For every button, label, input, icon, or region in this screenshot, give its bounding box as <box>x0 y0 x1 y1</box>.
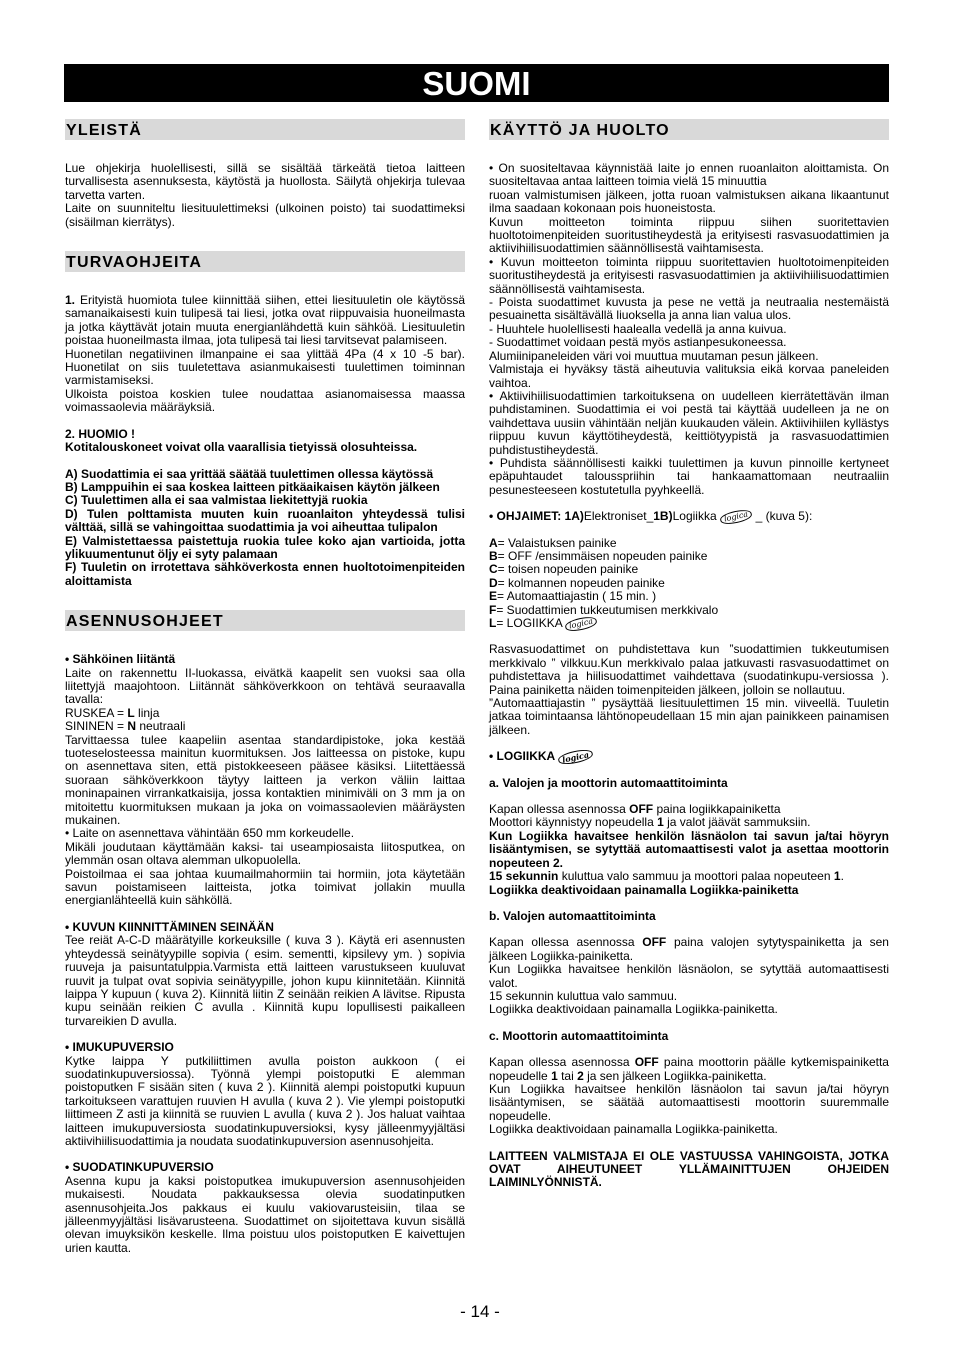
logica-logo-icon: logica <box>564 615 598 633</box>
paragraph: Logiikka deaktivoidaan painamalla Logiikka-painiketta <box>489 882 799 897</box>
subheading: b. Valojen automaattitoiminta <box>489 908 656 923</box>
paragraph: Asenna kupu ja kaksi poistoputkea imukupuversion asennusohjeiden mukaisesti. Noudata pakkauksessa olevia suodatinputken asennusohjeita.Jos pakkaus ei kuulu vakiovarusteisiin, tilaa se jälleenmyyjältäsi lisävarusteena. Suodattimet on sijoitettava kuvun sisällä olevan imuyksikön keskelle. Ilma poistuu ulos poistoputken E kaivettujen urien kautta. <box>65 1173 465 1255</box>
paragraph: • Laite on asennettava vähintään 650 mm korkeudelle. <box>65 826 355 841</box>
warning-item: E) Valmistettaessa paistettuja ruokia tulee koko ajan vartioida, jotta ylikuumentunut öljy ei syty palamaan <box>65 533 465 561</box>
paragraph: Tee reiät A-C-D määrätyille korkeuksille ( kuva 3 ). Käytä eri asennusten yhteydessä seinätyypille sopivia ( esim. sementti, kipsilevy ym. ) sopivia ruuveja ja paisuntatulppia.Varmista että laitteen varustukseen kuuluvat ruuvit ja tulpat ovat sopivia seinätyypille, johon kupu kiinnitetään. Kiinnitä laippa Y kupuun ( kuva 2). Kiinnitä liitin Z seinään reikien A lävitse. Ripusta kupu seinään reikien C avulla . Kiinnitä kupu lopullisesti paikalleen turvareikien D avulla. <box>65 933 465 1028</box>
paragraph: Kapan ollessa asennossa OFF paina valojen sytytyspainiketta ja sen jälkeen Logiikka-painiketta. <box>489 935 889 963</box>
section-heading-asennusohjeet: ASENNUSOHJEET <box>65 610 465 631</box>
paragraph-text: Erityistä huomiota tulee kiinnittää siihen, ettei liesituuletin ole käytössä samanaikaisesti kuin tulipesä tai liesi, jotka ovat riippuvaisia huoneilmasta ja jotka käyttävät jotain muuta energianlähdettä kuin sähköä. Liesituuletin poistaa huoneilmasta ilmaa, jota tulipesä tai liesi tarvitsevat palamiseen. <box>65 293 465 348</box>
paragraph: 15 sekunnin kuluttua valo sammuu ja moottori palaa nopeuteen 1. <box>489 869 844 884</box>
paragraph: - Poista suodattimet kuvusta ja pese ne vettä ja neutraalia nestemäistä pesuainetta sisältävällä liuoksella ja anna lian valua ulos. <box>489 295 889 323</box>
warning-item: C) Tuulettimen alla ei saa valmistaa liekitettyjä ruokia <box>65 493 368 508</box>
paragraph: - Suodattimet voidaan pestä myös astianpesukoneessa. <box>489 335 787 350</box>
subheading: • IMUKUPUVERSIO <box>65 1040 174 1055</box>
warning-item: F) Tuuletin on irrotettava sähköverkosta ennen huoltotoimenpiteiden aloittamista <box>65 560 465 588</box>
page-number: - 14 - <box>460 1302 500 1321</box>
paragraph: Rasvasuodattimet on puhdistettava kun ”suodattimien tukkeutumisen merkkivalo ” vilkkuu.Kun merkkivalo palaa jatkuvasti rasvasuodattimet on puhdistettava ja hiilisuodattimet vaihdettava (suodatinkupu-versiossa ). Paina painiketta näiden toimenpiteiden jälkeen, jolloin se nollautuu. <box>489 642 889 697</box>
paragraph: Logiikka deaktivoidaan painamalla Logiikka-painiketta. <box>489 1122 778 1137</box>
paragraph: Kytke laippa Y putkiliittimen avulla poiston aukkoon ( ei suodatinkupuversiossa). Työnnä ylempi poistoputki E alemman poistoputken F sisään siten ( kuva 2 ). Kiinnitä alempi poistoputki kupuun tarkoitukseen varattujen ruuvien H avulla ( kuva 2 ). Vie ylempi poistoputki liittimeen Z asti ja kiinnitä se ruuvien L avulla ( kuva 2 ). Jos haluat vaihtaa laitteen imukupuversiosta suodatinkupuversioksi, kysy jälleenmyyjältäsi aktiivihiilisuodattimia ja noudata suodatinkupuversion asennusohjeita. <box>65 1053 465 1148</box>
warning-item: A) Suodattimia ei saa yrittää säätää tuulettimen ollessa käytössä <box>65 466 434 481</box>
paragraph: • Puhdista säännöllisesti kaikki tuulettimen ja kuvun pinnoille kertyneet epäpuhtaudet talousspriihin tai hankaamattomaan neutraaliin pesunesteeseen kostutetulla pyyhkeellä. <box>489 455 889 497</box>
section-heading-turvaohjeita: TURVAOHJEITA <box>65 251 465 272</box>
paragraph: Logiikka deaktivoidaan painamalla Logiikka-painiketta. <box>489 1002 778 1017</box>
subheading: c. Moottorin automaattitoiminta <box>489 1028 669 1043</box>
logica-logo-icon: logica <box>557 748 594 767</box>
page-title: SUOMI <box>422 65 531 102</box>
key-item: E= Automaattiajastin ( 15 min. ) <box>489 589 657 604</box>
subheading: • KUVUN KIINNITTÄMINEN SEINÄÄN <box>65 919 274 934</box>
warning-title: 2. HUOMIO ! <box>65 426 136 441</box>
key-item: L= LOGIIKKA logica <box>489 617 889 630</box>
section-heading-yleista: YLEISTÄ <box>65 119 465 140</box>
paragraph: • Aktiivihiilisuodattimien tarkoituksena on uudelleen kierrätettävän ilman puhdistaminen. Suodattimia ei voi pestä tai käyttää uudelleen ja ne on vaihdettava uusiin vähintään neljän kuukauden välein. Aktiivihiilen kyllästys riippuu kuvun käyttötiheydestä, keittiötyypistä ja rasvasuodattimien puhdistustiheydestä. <box>489 388 889 457</box>
warning-item: D) Tulen polttamista muuten kuin ruoanlaiton yhteydessä tulisi välttää, sillä se vahingoittaa suodattimia ja voi aiheuttaa tulipalon <box>65 506 465 535</box>
paragraph: Kapan ollessa asennossa OFF paina logiikkapainiketta <box>489 802 781 817</box>
key-item: D= kolmannen nopeuden painike <box>489 575 665 590</box>
paragraph: Valmistaja ei hyväksy tästä aiheutuvia valituksia eikä korvaa paneleiden vaihtoa. <box>489 362 889 390</box>
subheading: • LOGIIKKA logica <box>489 750 889 763</box>
paragraph: Kun Logiikka havaitsee henkilön läsnäolon tai savun ja/tai höyryn lisääntymisen, se sytyttää automaattisesti valot ja asettaa moottorin nopeuteen 2. <box>489 828 889 870</box>
key-item: C= toisen nopeuden painike <box>489 562 639 577</box>
paragraph: ”Automaattiajastin ” pysäyttää liesituulettimen 15 min. viiveellä. Tuuletin jatkaa toimintaansa lähtönopeudellaan 15 min ajan painikkeen painamisen jälkeen. <box>489 696 889 737</box>
disclaimer: LAITTEEN VALMISTAJA EI OLE VASTUUSSA VAHINGOISTA, JOTKA OVAT AIHEUTUNEET YLLÄMAINITTUJEN OHJEIDEN LAIMINLYÖNNISTÄ. <box>489 1148 889 1190</box>
paragraph: Laite on suunniteltu liesituulettimeksi (ulkoinen poisto) tai suodattimeksi (sisäilman kierrätys). <box>65 201 465 229</box>
subheading: • SUODATINKUPUVERSIO <box>65 1160 214 1175</box>
logica-logo-icon: logica <box>719 508 753 526</box>
section-heading-kaytto: KÄYTTÖ JA HUOLTO <box>489 119 889 140</box>
subheading: a. Valojen ja moottorin automaattitoiminta <box>489 775 728 790</box>
paragraph: Kun Logiikka havaitsee henkilön läsnäolon tai savun ja/tai höyryn lisääntymisen, se säätää automaattisesti moottorin suuremmalle nopeudelle. <box>489 1081 889 1123</box>
wire-line: RUSKEA = L linja <box>65 705 160 720</box>
paragraph: Kun Logiikka havaitsee henkilön läsnäolon, se sytyttää automaattisesti valot. <box>489 962 889 990</box>
right-column <box>489 119 889 1190</box>
paragraph: Kapan ollessa asennossa OFF paina moottorin päälle kytkemispainiketta nopeudelle 1 tai 2 ja sen jälkeen Logiikka-painiketta. <box>489 1055 889 1083</box>
paragraph: • Kuvun moitteeton toiminta riippuu suoritettavien huoltotoimenpiteiden suoritustiheydestä ja erityisesti rasvasuodattimien ja aktiivihiilisuodattimien säännöllisestä vaihtamisesta. <box>489 254 889 296</box>
key-item: A= Valaistuksen painike <box>489 535 617 550</box>
controls-line: • OHJAIMET: 1A)Elektroniset_1B)Logiikka logica _ (kuva 5): <box>489 510 889 523</box>
key-item: B= OFF /ensimmäisen nopeuden painike <box>489 548 708 563</box>
paragraph: Tarvittaessa tulee kaapeliin asentaa standardipistoke, joka kestää tuoteselosteessa mainitun kuormituksen. Jos laitteessa on pistoke, kupu on asennettava siten, että pistokkeeseen pääsee käsiksi. Liitettäessä suoraan sähköverkkoon täytyy laitteen ja verkon väliin laittaa moninapainen virrankatkaisija, jossa kontaktien minimiväli on 3 mm ja on mitoitettu kuormituksen mukaan ja joka on voimassaolevien määräysten mukainen. <box>65 732 465 828</box>
wire-line: SININEN = N neutraali <box>65 719 186 734</box>
paragraph: - Huuhtele huolellisesti haalealla vedellä ja anna kuivua. <box>489 321 787 336</box>
paragraph <box>65 294 465 348</box>
key-item: F= Suodattimien tukkeutumisen merkkivalo <box>489 602 719 617</box>
subheading: • Sähköinen liitäntä <box>65 652 176 667</box>
paragraph: Poistoilmaa ei saa johtaa kuumailmahormiin tai hormiin, jota käytetään savun poistamiseen laitteista, jotka toimivat jollakin muulla energianlähteellä kuin sähköllä. <box>65 866 465 908</box>
left-column <box>65 119 465 1255</box>
warning-item: B) Lamppuihin ei saa koskea laitteen pitkäaikaisen käytön jälkeen <box>65 479 440 494</box>
paragraph: Lue ohjekirja huolellisesti, sillä se sisältää tärkeätä tietoa laitteen turvallisesta asennuksesta, käytöstä ja huollosta. Säilytä ohjekirja tulevaa tarvetta varten. <box>65 161 465 202</box>
warning-text: Kotitalouskoneet voivat olla vaarallisia tietyissä olosuhteissa. <box>65 440 418 455</box>
paragraph: ruoan valmistumisen jälkeen, jotta ruoan valmistuksen aikana likaantunut ilma saadaan kokonaan pois huoneistosta. <box>489 187 889 216</box>
paragraph: Huonetilan negatiivinen ilmanpaine ei saa ylittää 4Pa (4 x 10 -5 bar). Huonetilat on siis tuuletettava asianmukaisesti tuulettimen toiminnan varmistamiseksi. <box>65 346 465 388</box>
paragraph: • On suositeltavaa käynnistää laite jo ennen ruoanlaiton aloittamista. On suositeltavaa antaa laitteen toimia vielä 15 minuuttia <box>489 161 889 189</box>
paragraph: Moottori käynnistyy nopeudella 1 ja valot jäävät sammuksiin. <box>489 815 811 830</box>
page-title-banner <box>64 64 889 102</box>
paragraph: Ulkoista poistoa koskien tulee noudattaa asianomaisessa maassa voimassaolevia määräyksiä. <box>65 386 465 415</box>
paragraph: Kuvun moitteeton toiminta riippuu siihen suoritettavien huoltotoimenpiteiden suoritustiheydestä ja erityisesti rasvasuodattimien ja aktiivihiilisuodattimien säännöllisestä vaihtamisesta. <box>489 214 889 256</box>
item-number: 1. <box>65 293 76 308</box>
paragraph: 15 sekunnin kuluttua valo sammuu. <box>489 988 678 1003</box>
paragraph: Laite on rakennettu II-luokassa, eivätkä kaapelit sen vuoksi saa olla liitettyjä maajohtoon. Liitännät sähköverkkoon on tehtävä seuraavalla tavalla: <box>65 665 465 707</box>
paragraph: Mikäli joudutaan käyttämään kaksi- tai useampiosaista liitosputkea, on ylemmän osan oltava alemman ulkopuolella. <box>65 839 465 868</box>
paragraph: Alumiinipaneleiden väri voi muuttua muutaman pesun jälkeen. <box>489 348 819 363</box>
